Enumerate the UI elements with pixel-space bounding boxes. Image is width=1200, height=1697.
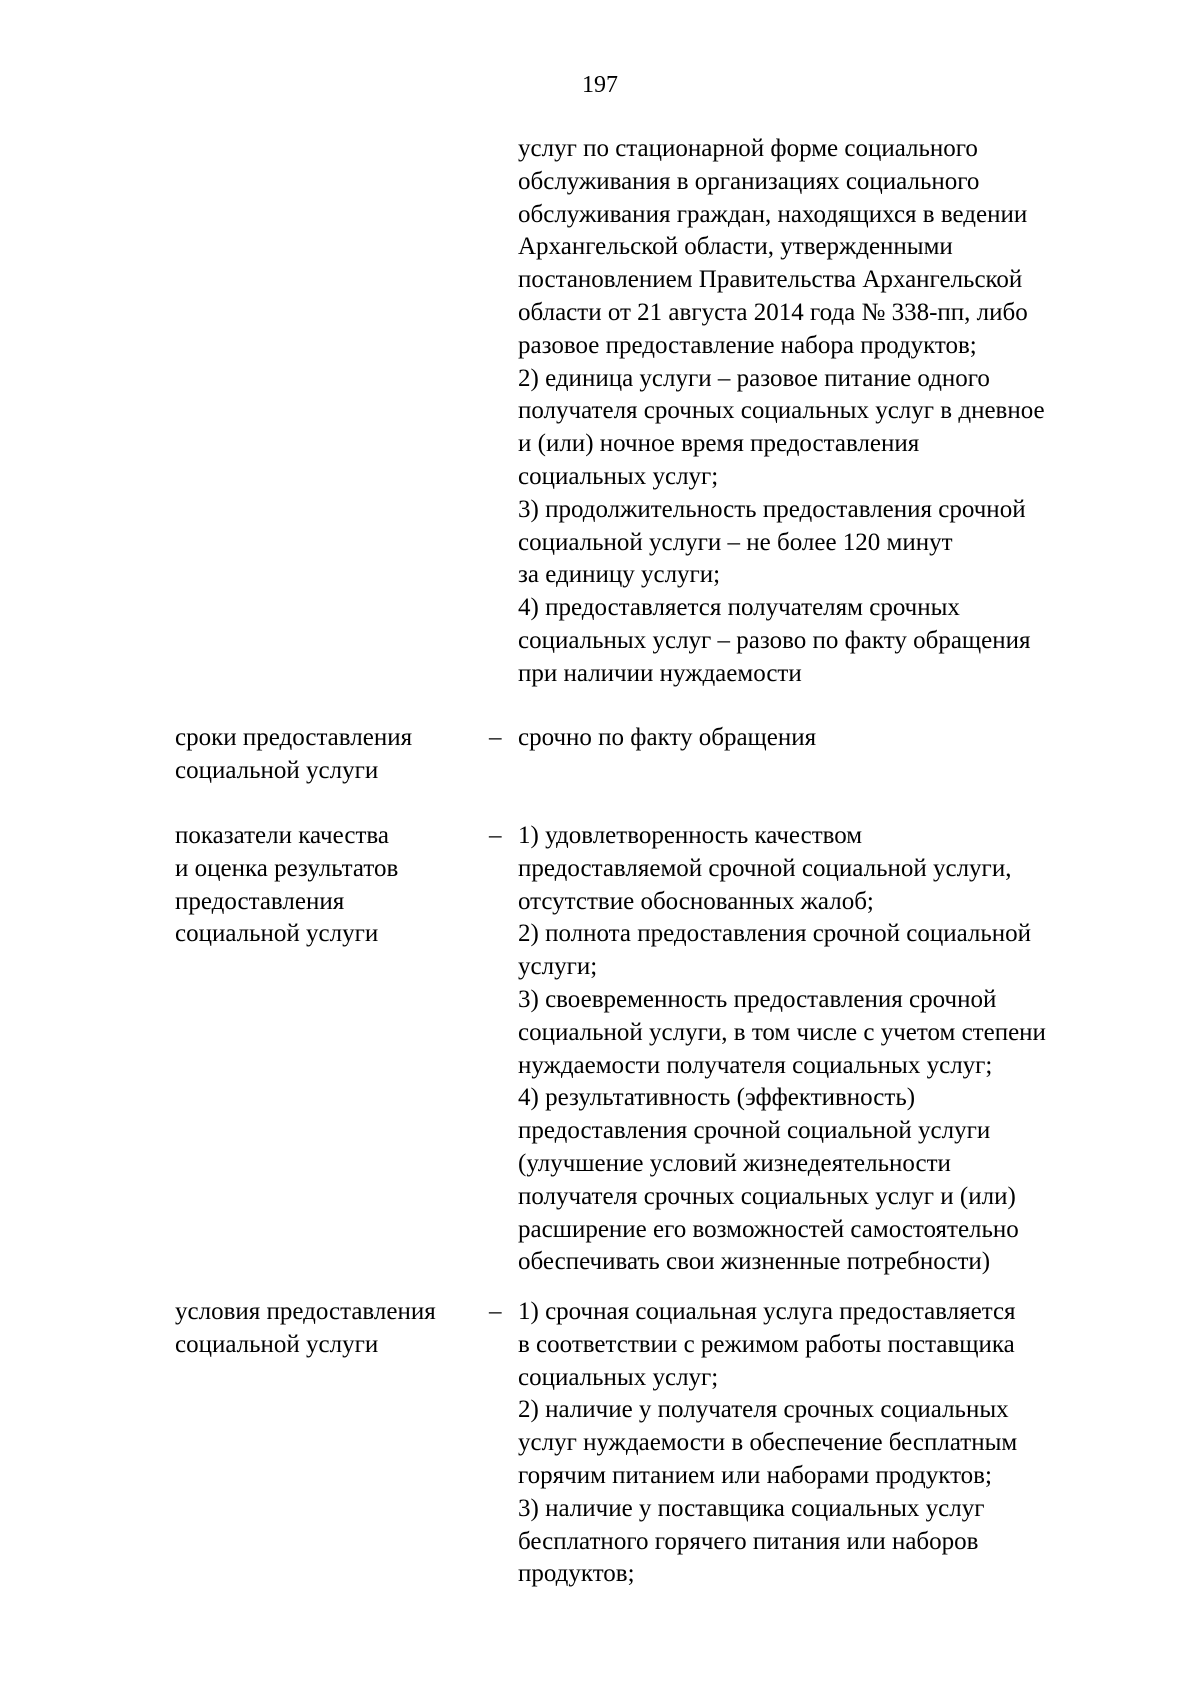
definition-line: бесплатного горячего питания или наборов xyxy=(518,1527,979,1555)
text-line: 2) единица услуги – разовое питание одного xyxy=(518,364,990,392)
text-line: за единицу услуги; xyxy=(518,561,721,589)
text-line: постановлением Правительства Архангельской xyxy=(518,266,1023,294)
dash-separator: – xyxy=(489,1298,502,1325)
term-definition xyxy=(518,1296,1158,1591)
label-line: предоставления xyxy=(175,887,345,915)
text-line: обслуживания в организациях социального xyxy=(518,167,980,195)
definition-line: социальной услуги, в том числе с учетом степени xyxy=(518,1018,1046,1046)
text-line: при наличии нуждаемости xyxy=(518,659,802,687)
definition-line: 3) своевременность предоставления срочной xyxy=(518,985,997,1013)
text-line: социальных услуг – разово по факту обращения xyxy=(518,626,1031,654)
label-line: социальной услуги xyxy=(175,756,379,784)
page-number: 197 xyxy=(582,72,618,98)
text-line: разовое предоставление набора продуктов; xyxy=(518,331,977,359)
definition-line: 3) наличие у поставщика социальных услуг xyxy=(518,1494,985,1522)
definition-line: нуждаемости получателя социальных услуг; xyxy=(518,1051,993,1079)
definition-line: расширение его возможностей самостоятельно xyxy=(518,1215,1019,1243)
label-line: социальной услуги xyxy=(175,920,379,948)
definition-line: получателя срочных социальных услуг и (или) xyxy=(518,1182,1016,1210)
definition-line: предоставления срочной социальной услуги xyxy=(518,1117,991,1145)
label-line: условия предоставления xyxy=(175,1298,436,1325)
definition-line: горячим питанием или наборами продуктов; xyxy=(518,1461,992,1489)
label-line: и оценка результатов xyxy=(175,854,399,882)
term-definition xyxy=(518,722,1158,755)
term-label xyxy=(175,820,475,951)
definition-line: обеспечивать свои жизненные потребности) xyxy=(518,1248,991,1276)
definition-line: социальных услуг; xyxy=(518,1363,719,1391)
definition-line: 2) полнота предоставления срочной социальной xyxy=(518,920,1032,948)
text-line: 3) продолжительность предоставления срочной xyxy=(518,495,1026,523)
dash-separator: – xyxy=(489,724,502,751)
definition-line: продуктов; xyxy=(518,1560,635,1588)
label-line: показатели качества xyxy=(175,822,389,849)
text-line: 4) предоставляется получателям срочных xyxy=(518,594,960,622)
definition-line: услуги; xyxy=(518,953,598,981)
text-line: Архангельской области, утвержденными xyxy=(518,233,953,261)
text-line: социальных услуг; xyxy=(518,462,719,490)
text-line: обслуживания граждан, находящихся в ведении xyxy=(518,200,1028,228)
definition-line: 2) наличие у получателя срочных социальных xyxy=(518,1396,1009,1424)
dash-separator: – xyxy=(489,822,502,849)
term-definition xyxy=(518,820,1158,1279)
definition-line: в соответствии с режимом работы поставщика xyxy=(518,1330,1015,1358)
definition-line: (улучшение условий жизнедеятельности xyxy=(518,1149,951,1177)
term-label xyxy=(175,722,475,788)
label-line: социальной услуги xyxy=(175,1330,379,1358)
definition-line: предоставляемой срочной социальной услуги, xyxy=(518,854,1012,882)
definition-line: 4) результативность (эффективность) xyxy=(518,1084,916,1112)
definition-line: отсутствие обоснованных жалоб; xyxy=(518,887,874,915)
text-line: получателя срочных социальных услуг в дневное xyxy=(518,397,1045,425)
continuation-text xyxy=(518,133,1158,691)
text-line: и (или) ночное время предоставления xyxy=(518,430,920,458)
definition-line: срочно по факту обращения xyxy=(518,724,817,751)
definition-line: 1) удовлетворенность качеством xyxy=(518,822,863,849)
text-line: услуг по стационарной форме социального xyxy=(518,135,978,162)
definition-line: 1) срочная социальная услуга предоставляется xyxy=(518,1298,1016,1325)
definition-line: услуг нуждаемости в обеспечение бесплатным xyxy=(518,1429,1018,1457)
text-line: социальной услуги – не более 120 минут xyxy=(518,528,953,556)
text-line: области от 21 августа 2014 года № 338-пп, либо xyxy=(518,298,1028,326)
term-label xyxy=(175,1296,475,1362)
label-line: сроки предоставления xyxy=(175,724,413,751)
